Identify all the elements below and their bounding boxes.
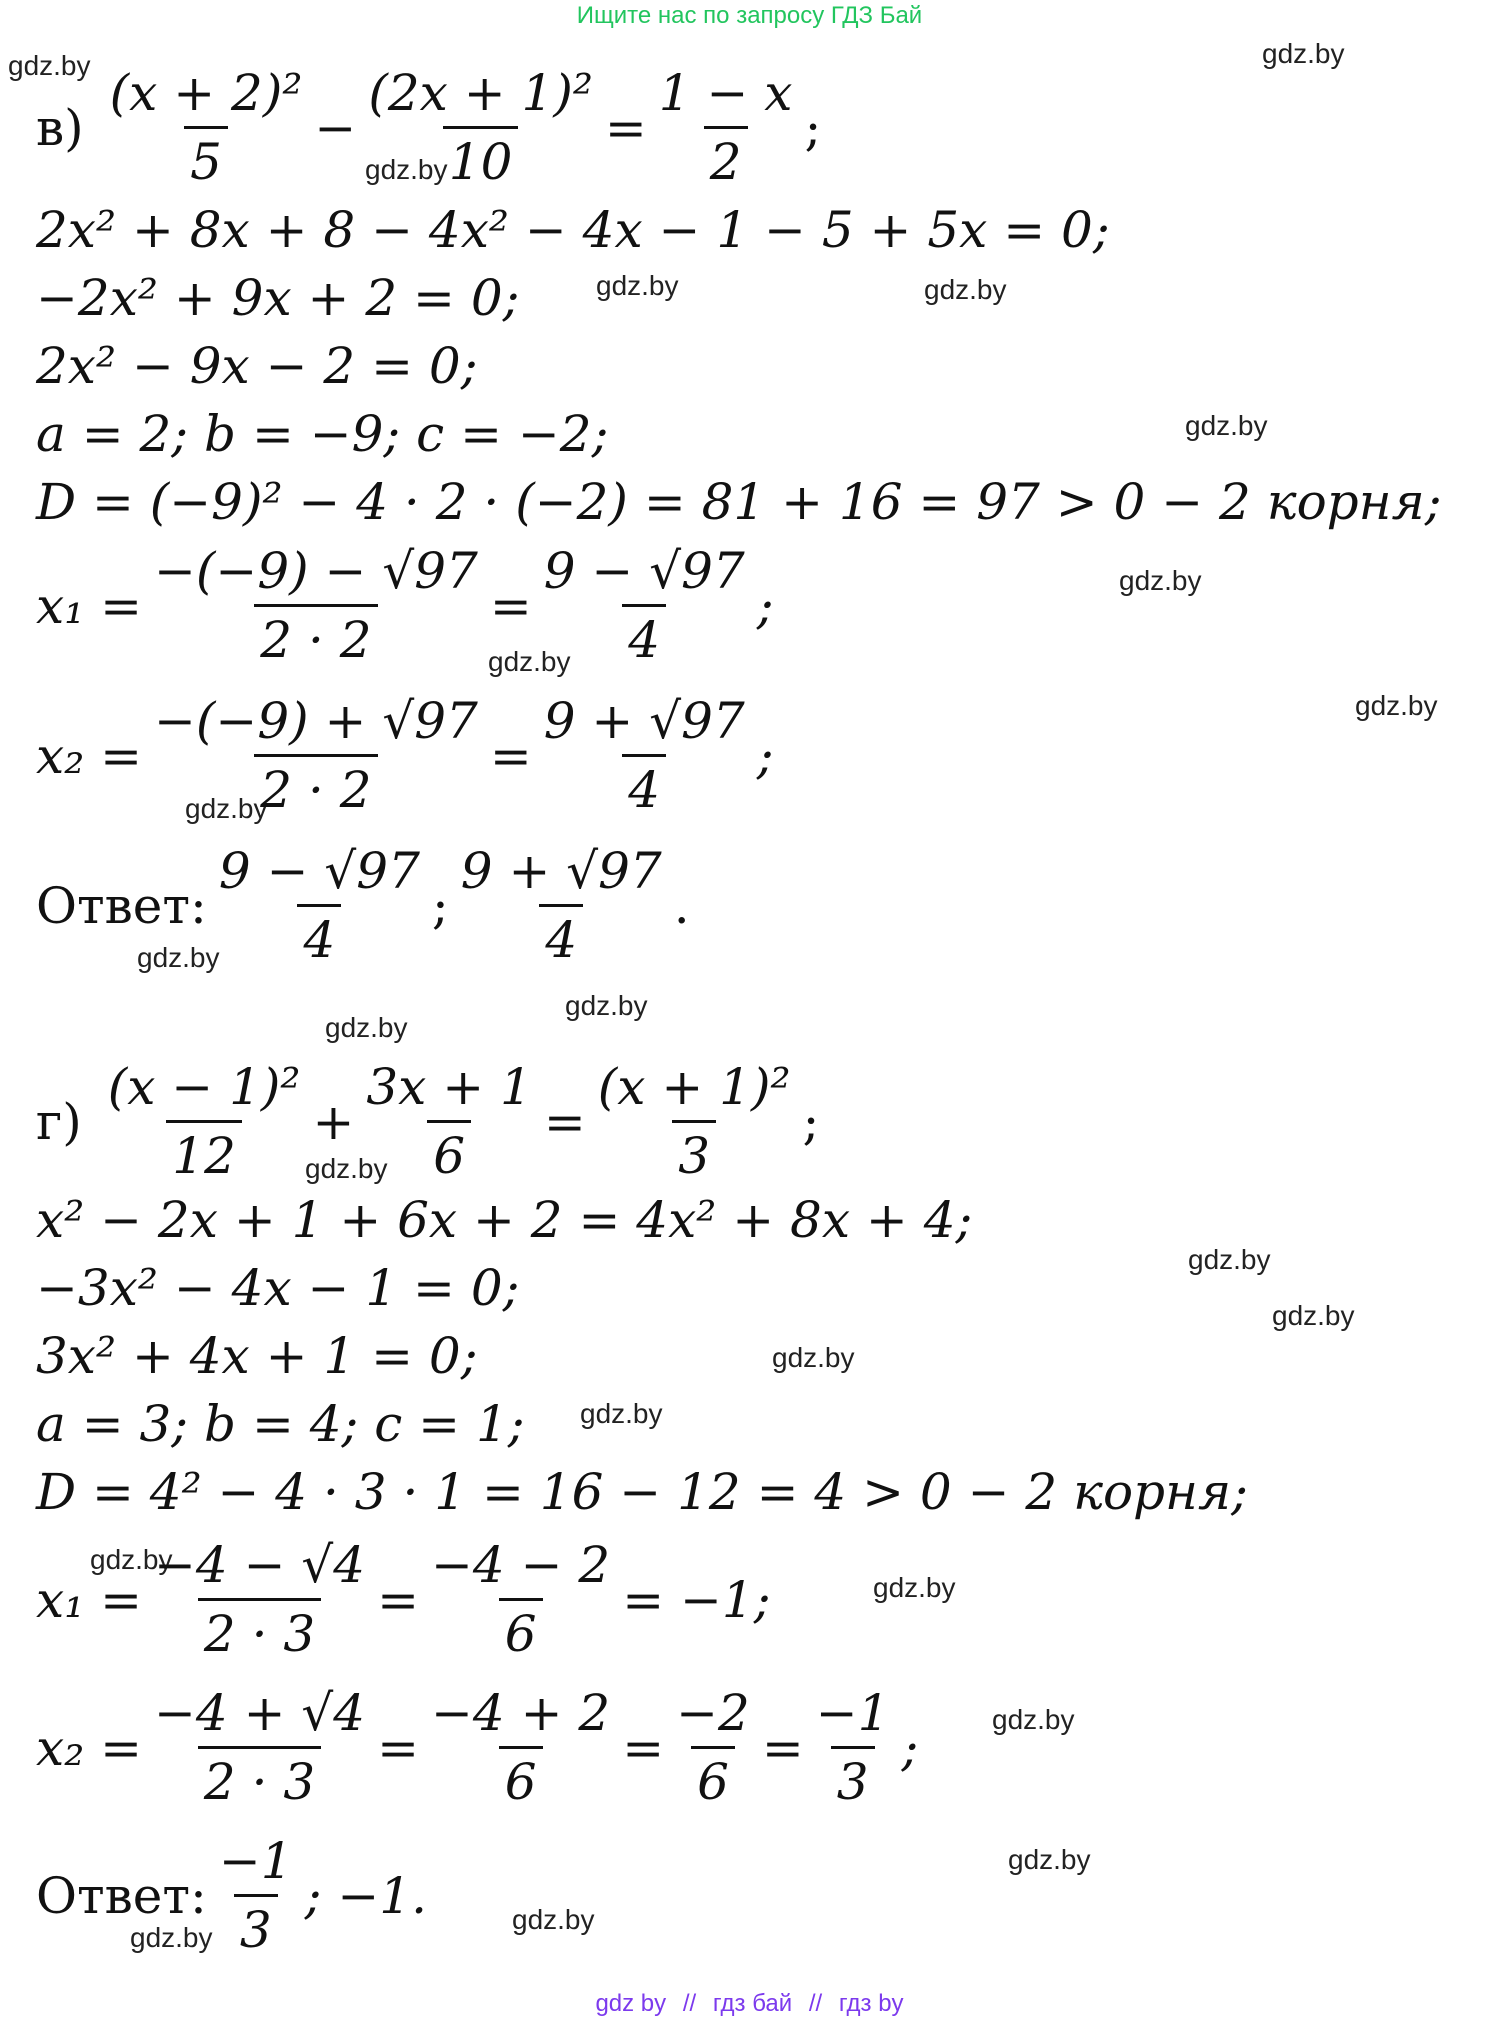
numerator: −1: [815, 1684, 890, 1742]
equals-sign: =: [761, 1718, 804, 1777]
denominator: 2 · 3: [198, 1746, 321, 1813]
punctuation: ;: [756, 726, 774, 785]
numerator: (x + 1)²: [597, 1058, 791, 1116]
denominator: 3: [831, 1746, 875, 1813]
watermark: gdz.by: [580, 1398, 663, 1429]
denominator: 2 · 3: [198, 1598, 321, 1665]
punctuation: ;: [804, 98, 822, 157]
solution-line: x² − 2x + 1 + 6x + 2 = 4x² + 8x + 4;: [36, 1191, 973, 1249]
denominator: 6: [691, 1746, 735, 1813]
watermark: gdz.by: [325, 1012, 408, 1043]
header-search-link[interactable]: Ищите нас по запросу ГДЗ Бай: [576, 2, 923, 29]
solution-line: a = 2; b = −9; c = −2;: [36, 405, 609, 463]
punctuation: ;: [901, 1718, 919, 1777]
numerator: (x − 1)²: [107, 1058, 301, 1116]
punctuation: .: [673, 876, 690, 935]
footer-link[interactable]: гдз by: [838, 1990, 904, 2017]
denominator: 4: [297, 904, 341, 971]
equals-sign: =: [489, 726, 532, 785]
watermark: gdz.by: [772, 1342, 855, 1373]
denominator: 4: [539, 904, 583, 971]
watermark: gdz.by: [1119, 565, 1202, 596]
watermark: gdz.by: [565, 990, 648, 1021]
numerator: 3x + 1: [366, 1058, 532, 1116]
denominator: 3: [234, 1894, 278, 1961]
fraction: [538, 690, 751, 821]
watermark: gdz.by: [1008, 1844, 1091, 1875]
root-name: x₁ =: [36, 1570, 143, 1629]
fraction: [104, 62, 309, 193]
watermark: gdz.by: [1185, 410, 1268, 441]
fraction: [148, 1682, 371, 1813]
fraction: [362, 62, 599, 193]
fraction: [213, 1830, 299, 1961]
solution-line: 3x² + 4x + 1 = 0;: [36, 1327, 478, 1385]
denominator: 2 · 2: [254, 754, 377, 821]
part-label: в): [36, 98, 84, 157]
part-label: г): [36, 1092, 82, 1151]
denominator: 4: [622, 754, 666, 821]
punctuation: ;: [756, 576, 774, 635]
fraction: [360, 1056, 538, 1187]
watermark: gdz.by: [185, 793, 268, 824]
punctuation: ;: [802, 1092, 820, 1151]
numerator: (2x + 1)²: [368, 64, 593, 122]
denominator: 6: [499, 1746, 543, 1813]
watermark: gdz.by: [873, 1572, 956, 1603]
solution-line: −2x² + 9x + 2 = 0;: [36, 269, 520, 327]
fraction: [148, 540, 484, 671]
footer-separator: //: [808, 1990, 823, 2017]
part-v-equation: [36, 62, 821, 193]
numerator: −4 − √4: [154, 1536, 366, 1594]
fraction: [538, 540, 751, 671]
fraction: [455, 840, 668, 971]
part-g-equation: [36, 1056, 819, 1187]
numerator: −(−9) − √97: [154, 542, 478, 600]
operator: +: [312, 1092, 355, 1151]
denominator: 12: [166, 1120, 242, 1187]
result-tail: = −1;: [622, 1570, 771, 1629]
watermark: gdz.by: [1188, 1244, 1271, 1275]
watermark: gdz.by: [512, 1904, 595, 1935]
footer-separator: //: [682, 1990, 697, 2017]
page-footer: [0, 1990, 1499, 2018]
watermark: gdz.by: [305, 1153, 388, 1184]
footer-link[interactable]: гдз бай: [712, 1990, 793, 2017]
solution-line: a = 3; b = 4; c = 1;: [36, 1395, 525, 1453]
watermark: gdz.by: [596, 270, 679, 301]
equals-sign: =: [377, 1570, 419, 1629]
watermark: gdz.by: [992, 1704, 1075, 1735]
discriminant-line: D = 4² − 4 · 3 · 1 = 16 − 12 = 4 > 0 − 2 корня;: [36, 1463, 1248, 1521]
fraction: [148, 690, 484, 821]
numerator: 9 + √97: [543, 692, 745, 750]
fraction: [102, 1056, 307, 1187]
watermark: gdz.by: [924, 274, 1007, 305]
equals-sign: =: [489, 576, 532, 635]
fraction: [810, 1682, 896, 1813]
fraction: [425, 1682, 616, 1813]
numerator: −4 − 2: [431, 1536, 611, 1594]
watermark: gdz.by: [365, 154, 448, 185]
operator: −: [314, 98, 357, 157]
watermark: gdz.by: [90, 1544, 173, 1575]
watermark: gdz.by: [1355, 690, 1438, 721]
fraction: [213, 840, 426, 971]
numerator: 9 − √97: [218, 842, 420, 900]
numerator: (x + 2)²: [109, 64, 303, 122]
numerator: 9 + √97: [460, 842, 662, 900]
result-tail: ; −1.: [304, 1866, 427, 1925]
equals-sign: =: [622, 1718, 665, 1777]
denominator: 5: [184, 126, 228, 193]
answer-g: [36, 1830, 427, 1961]
equals-sign: =: [377, 1718, 419, 1777]
denominator: 3: [672, 1120, 716, 1187]
numerator: −1: [218, 1832, 293, 1890]
numerator: 1 − x: [658, 64, 793, 122]
root-x2: [36, 1682, 918, 1813]
watermark: gdz.by: [8, 50, 91, 81]
watermark: gdz.by: [1272, 1300, 1355, 1331]
answer-label: Ответ:: [36, 876, 207, 935]
watermark: gdz.by: [130, 1922, 213, 1953]
denominator: 2: [704, 126, 748, 193]
watermark: gdz.by: [137, 942, 220, 973]
denominator: 2 · 2: [254, 604, 377, 671]
fraction: [148, 1534, 371, 1665]
denominator: 6: [427, 1120, 471, 1187]
root-name: x₁ =: [36, 576, 143, 635]
numerator: −4 + √4: [154, 1684, 366, 1742]
equals-sign: =: [543, 1092, 586, 1151]
root-x1: [36, 1534, 771, 1665]
numerator: 9 − √97: [543, 542, 745, 600]
root-x1: [36, 540, 774, 671]
footer-link[interactable]: gdz by: [595, 1990, 667, 2017]
root-x2: [36, 690, 774, 821]
denominator: 10: [443, 126, 519, 193]
denominator: 4: [622, 604, 666, 671]
watermark: gdz.by: [1262, 38, 1345, 69]
equals-sign: =: [604, 98, 647, 157]
numerator: −(−9) + √97: [154, 692, 478, 750]
numerator: −4 + 2: [431, 1684, 611, 1742]
discriminant-line: D = (−9)² − 4 · 2 · (−2) = 81 + 16 = 97 > 0 − 2 корня;: [36, 473, 1442, 531]
fraction: [425, 1534, 616, 1665]
fraction: [670, 1682, 756, 1813]
fraction: [653, 62, 799, 193]
root-name: x₂ =: [36, 1718, 143, 1777]
page-header: [0, 0, 1499, 32]
solution-line: 2x² + 8x + 8 − 4x² − 4x − 1 − 5 + 5x = 0;: [36, 201, 1110, 259]
answer-label: Ответ:: [36, 1866, 207, 1925]
numerator: −2: [676, 1684, 750, 1742]
watermark: gdz.by: [488, 646, 571, 677]
solution-line: 2x² − 9x − 2 = 0;: [36, 337, 478, 395]
root-name: x₂ =: [36, 726, 143, 785]
answer-v: [36, 840, 690, 971]
solution-line: −3x² − 4x − 1 = 0;: [36, 1259, 520, 1317]
denominator: 6: [499, 1598, 543, 1665]
fraction: [592, 1056, 797, 1187]
punctuation: ;: [431, 876, 449, 935]
